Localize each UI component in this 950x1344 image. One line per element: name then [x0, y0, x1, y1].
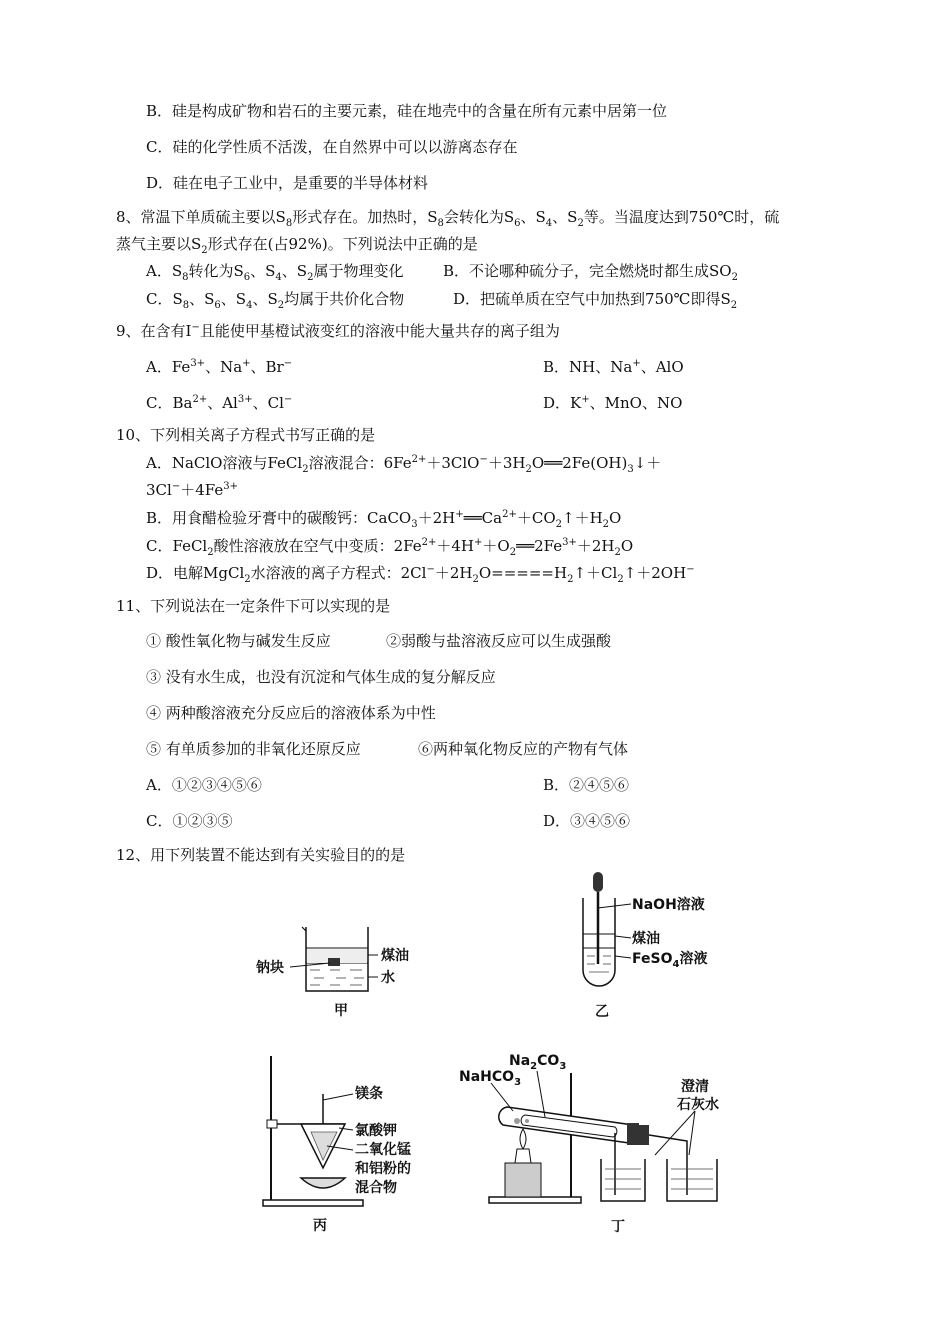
q11-option-b: B．②④⑤⑥ — [543, 776, 630, 794]
caption-yi: 乙 — [595, 1004, 609, 1020]
q11-option-c: C．①②③⑤ — [146, 812, 233, 830]
q11-item-4: ④ 两种酸溶液充分反应后的溶液体系为中性 — [146, 704, 436, 722]
q9-option-d: D．K+、MnO、NO — [543, 394, 683, 412]
q8-option-c: C．$S_8$、$S_6$、$S_4$、$S_2$均属于共价化合物 — [146, 290, 405, 311]
q8-option-d: D．把硫单质在空气中加热到750℃即得$S_2$ — [453, 290, 738, 311]
q11-item-2: ②弱酸与盐溶液反应可以生成强酸 — [386, 632, 612, 650]
q7-option-c: C．硅的化学性质不活泼，在自然界中可以以游离态存在 — [146, 138, 518, 156]
q8-option-b: B．不论哪种硫分子，完全燃烧时都生成$SO_2$ — [443, 262, 738, 283]
q12-stem: 12、用下列装置不能达到有关实验目的的是 — [116, 846, 406, 864]
q9-option-b: B．NH、Na+、AlO — [543, 358, 684, 376]
q11-option-d: D．③④⑤⑥ — [543, 812, 631, 830]
label-mix-3: 混合物 — [355, 1180, 397, 1196]
q10-option-b: B．用食醋检验牙膏中的碳酸钙：$CaCO_3+2H^+══Ca^{2+}+CO_2↑+H_2O$ — [146, 509, 622, 530]
q11-stem: 11、下列说法在一定条件下可以实现的是 — [116, 597, 391, 615]
q11-option-a: A．①②③④⑤⑥ — [146, 776, 262, 794]
q7-option-b: B．硅是构成矿物和岩石的主要元素，硅在地壳中的含量在所有元素中居第一位 — [146, 102, 668, 120]
q11-item-5: ⑤ 有单质参加的非氧化还原反应 — [146, 740, 361, 758]
label-limewater-1: 澄清 — [681, 1079, 709, 1095]
label-na2co3: $Na_2CO_3$ — [509, 1053, 567, 1072]
label-mg: 镁条 — [355, 1086, 383, 1102]
label-kerosene-yi: 煤油 — [632, 931, 660, 947]
q10-option-a-line2: $3Cl^-+4Fe^{3+}$ — [146, 481, 238, 499]
q8-stem-line2: 蒸气主要以$S_2$形式存在(占92%)。下列说法中正确的是 — [116, 235, 478, 256]
caption-jia: 甲 — [334, 1003, 348, 1019]
label-nahco3: NaHCO$_3$ — [459, 1069, 522, 1088]
q9-stem: 9、在含有I−且能使甲基橙试液变红的溶液中能大量共存的离子组为 — [116, 322, 560, 340]
label-kerosene: 煤油 — [381, 948, 409, 964]
q10-option-a-line1: A．NaClO溶液与FeCl$_2$溶液混合：$6Fe^{2+}+3ClO^-+3H_2O══2Fe(OH)_3↓+$ — [146, 454, 662, 475]
caption-ding: 丁 — [611, 1219, 625, 1235]
label-naoh: NaOH溶液 — [632, 897, 705, 913]
figure-ding — [455, 1045, 745, 1245]
figure-jia — [250, 915, 430, 1025]
q11-item-3: ③ 没有水生成，也没有沉淀和气体生成的复分解反应 — [146, 668, 496, 686]
label-mix-2: 和铝粉的 — [355, 1161, 411, 1177]
figure-yi — [565, 868, 725, 1024]
q8-stem-line1: 8、常温下单质硫主要以$S_8$形式存在。加热时，$S_8$会转化为$S_6$、$S_4$、$S_2$等。当温度达到750℃时，硫 — [116, 208, 780, 229]
label-mix-1: 二氧化锰 — [355, 1142, 411, 1158]
q11-item-6: ⑥两种氧化物反应的产物有气体 — [418, 740, 629, 758]
q9-option-a: A．$Fe^{3+}$、Na+、Br− — [146, 358, 293, 376]
q8-option-a: A．$S_8$转化为$S_6$、$S_4$、$S_2$属于物理变化 — [146, 262, 404, 283]
label-water: 水 — [381, 970, 395, 986]
label-feso4: FeSO$_4$溶液 — [632, 951, 708, 970]
label-sodium: 钠块 — [256, 960, 284, 976]
caption-bing: 丙 — [313, 1218, 327, 1234]
q7-option-d: D．硅在电子工业中，是重要的半导体材料 — [146, 174, 429, 192]
q10-option-d: D．电解MgCl$_2$水溶液的离子方程式：$2Cl^-+2H_2O=====H_2↑+Cl_2↑+2OH^-$ — [146, 564, 695, 585]
q11-item-1: ① 酸性氧化物与碱发生反应 — [146, 632, 331, 650]
q10-option-c: C．FeCl$_2$酸性溶液放在空气中变质：$2Fe^{2+}+4H^++O_2══2Fe^{3+}+2H_2O$ — [146, 537, 634, 558]
label-kclo3: 氯酸钾 — [355, 1123, 397, 1139]
q10-stem: 10、下列相关离子方程式书写正确的是 — [116, 426, 376, 444]
figure-bing — [255, 1050, 435, 1240]
q9-option-c: C．$Ba^{2+}$、$Al^{3+}$、Cl− — [146, 394, 293, 412]
label-limewater-2: 石灰水 — [677, 1097, 719, 1113]
